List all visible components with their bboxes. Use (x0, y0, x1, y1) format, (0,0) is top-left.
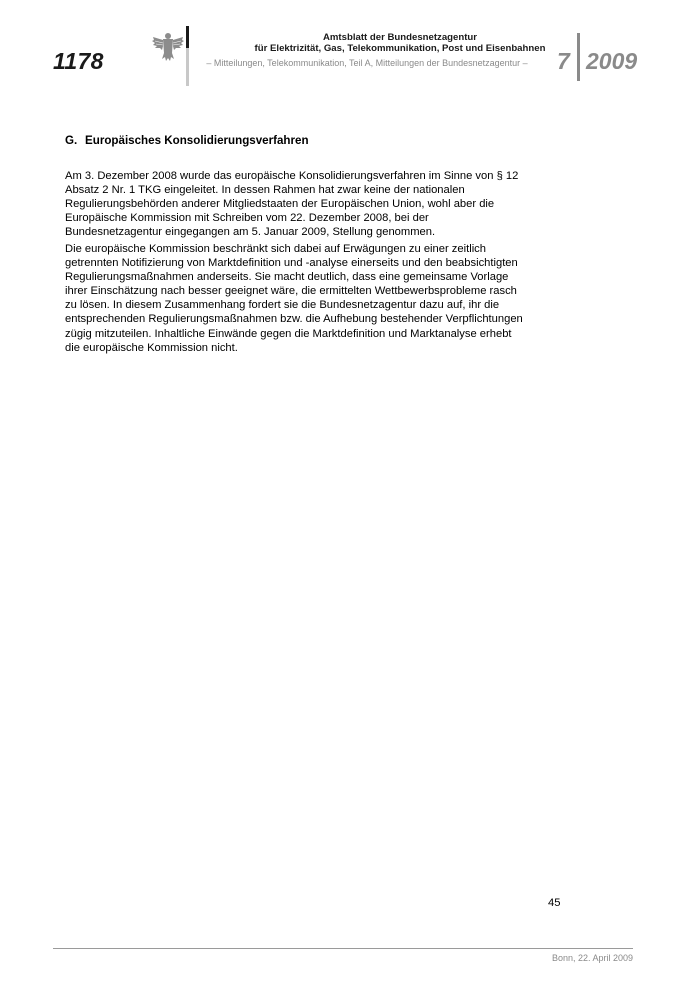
section-heading (65, 134, 309, 147)
paragraph-line: zügig mitzuteilen. Inhaltliche Einwände gegen die Marktdefinition und Marktanalyse erhebt (65, 327, 512, 340)
footer-rule (53, 948, 633, 949)
paragraph-line: getrennten Notifizierung von Marktdefinition und -analyse einerseits und den beabsichtigten (65, 257, 518, 270)
paragraph-line: ihrer Einschätzung nach besser geeignet wäre, die ermittelten Wettbewerbsprobleme rasch (65, 285, 517, 298)
paragraph-line: Absatz 2 Nr. 1 TKG eingeleitet. In dessen Rahmen hat zwar keine der nationalen (65, 184, 465, 197)
paragraph-line: Europäische Kommission mit Schreiben vom 22. Dezember 2008, bei der (65, 212, 429, 225)
issue-divider (577, 33, 580, 81)
issue-year: 2009 (586, 48, 638, 74)
paragraph-line: entsprechenden Regulierungsmaßnahmen bzw. die Aufhebung bestehender Verpflichtungen (65, 313, 523, 326)
paragraph-line: Regulierungsbehörden anderer Mitgliedstaaten der Europäischen Union, wohl aber die (65, 198, 495, 211)
paragraph-line: Die europäische Kommission beschränkt sich dabei auf Erwägungen zu einer zeitlich (65, 243, 487, 255)
section-title: Europäisches Konsolidierungsverfahren (85, 134, 309, 147)
header-divider-light (186, 48, 189, 86)
header-divider-dark (186, 26, 189, 48)
document-folio: 45 (548, 897, 561, 909)
paragraph-line: Bundesnetzagentur eingegangen am 5. Januar 2009, Stellung genommen. (65, 226, 436, 239)
gazette-title-sub: für Elektrizität, Gas, Telekommunikation, Post und Eisenbahnen (254, 43, 546, 54)
issue-number: 7 (557, 48, 570, 74)
paragraph-line: Am 3. Dezember 2008 wurde das europäische Konsolidierungsverfahren im Sinne von § 12 (65, 170, 519, 182)
body-paragraph (65, 242, 555, 355)
footer-date: Bonn, 22. April 2009 (551, 953, 633, 963)
paragraph-line: zu lösen. In diesem Zusammenhang fordert sie die Bundesnetzagentur dazu auf, ihr die (65, 299, 500, 312)
paragraph-line: die europäische Kommission nicht. (65, 341, 238, 354)
gazette-subtitle: – Mitteilungen, Telekommunikation, Teil A, Mitteilungen der Bundesnetzagentur – (206, 58, 528, 68)
federal-eagle-icon (151, 31, 185, 63)
body-paragraph (65, 169, 555, 239)
paragraph-line: Regulierungsmaßnahmen anderseits. Sie macht deutlich, dass eine gemeinsame Vorlage (65, 271, 509, 284)
section-number: G. (65, 134, 78, 147)
gazette-title: Amtsblatt der Bundesnetzagentur (322, 32, 478, 43)
page-number: 1178 (53, 48, 104, 74)
